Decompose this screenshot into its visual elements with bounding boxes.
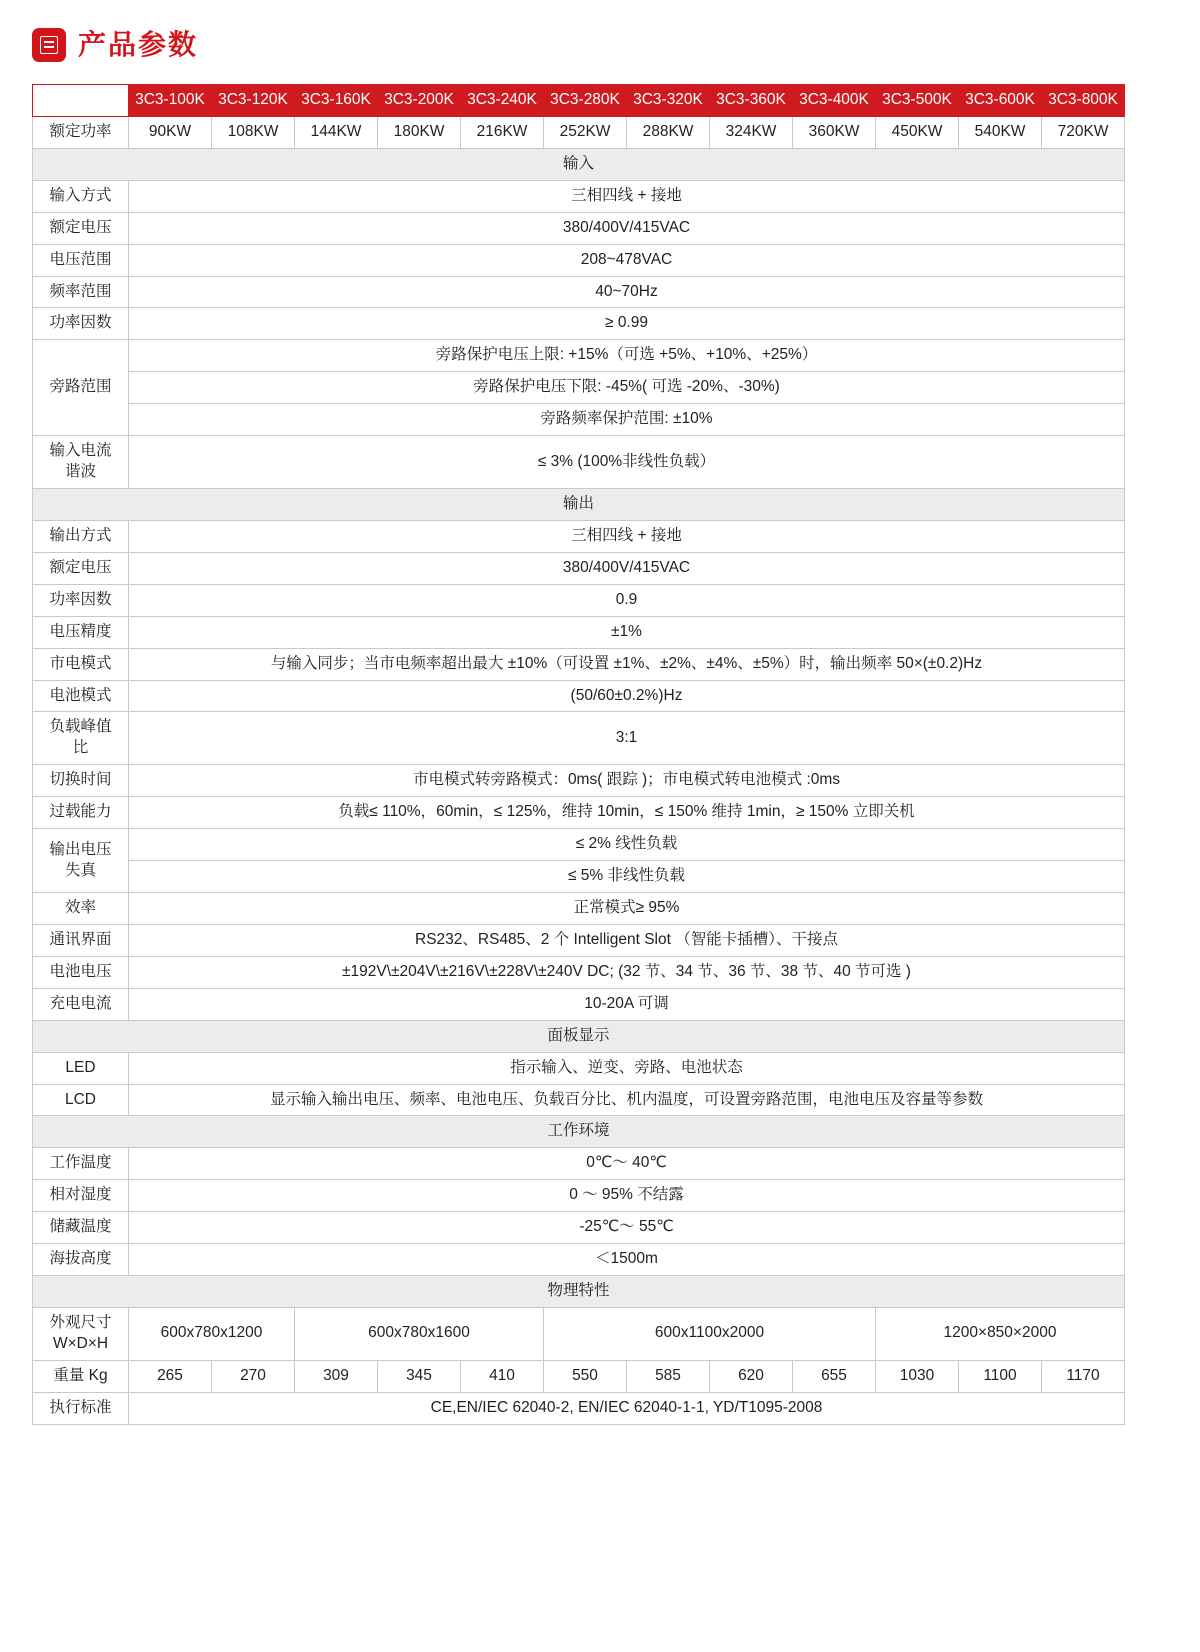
weight-cell-10: 1100 — [959, 1360, 1042, 1392]
table-row — [33, 1084, 1125, 1116]
row-value: 0.9 — [129, 584, 1125, 616]
weight-cell-7: 620 — [710, 1360, 793, 1392]
rated-power-9: 450KW — [876, 116, 959, 148]
row-label: 充电电流 — [33, 988, 129, 1020]
weight-cell-4: 410 — [461, 1360, 544, 1392]
rated-power-10: 540KW — [959, 116, 1042, 148]
section-label-physical: 物理特性 — [33, 1276, 1125, 1308]
row-label: 功率因数 — [33, 308, 129, 340]
table-row — [33, 765, 1125, 797]
rated-power-row — [33, 116, 1125, 148]
row-value: 市电模式转旁路模式：0ms( 跟踪 )；市电模式转电池模式 :0ms — [129, 765, 1125, 797]
table-row — [33, 892, 1125, 924]
row-value: -25℃～ 55℃ — [129, 1212, 1125, 1244]
row-label: LED — [33, 1052, 129, 1084]
table-row — [33, 648, 1125, 680]
row-label: 额定电压 — [33, 552, 129, 584]
row-label — [33, 436, 129, 489]
model-cell-9: 3C3-500K — [876, 85, 959, 117]
table-row — [33, 552, 1125, 584]
row-label: 海拔高度 — [33, 1244, 129, 1276]
model-cell-10: 3C3-600K — [959, 85, 1042, 117]
row-label-line1: 输入电流 — [49, 442, 112, 460]
section-header-output — [33, 488, 1125, 520]
page-header — [32, 28, 1172, 62]
row-label: 执行标准 — [33, 1392, 129, 1424]
row-value: 0 ～ 95% 不结露 — [129, 1180, 1125, 1212]
table-row — [33, 1148, 1125, 1180]
dimension-group-0: 600x780x1200 — [129, 1307, 295, 1360]
row-value: 与输入同步；当市电频率超出最大 ±10%（可设置 ±1%、±2%、±4%、±5%）时，输出频率 50×(±0.2)Hz — [129, 648, 1125, 680]
table-row — [33, 1180, 1125, 1212]
table-header-row — [33, 85, 1125, 117]
row-value: 380/400V/415VAC — [129, 212, 1125, 244]
section-header-physical — [33, 1276, 1125, 1308]
row-label: 功率因数 — [33, 584, 129, 616]
dimension-group-2: 600x1100x2000 — [544, 1307, 876, 1360]
section-header-environment — [33, 1116, 1125, 1148]
table-row-bypass — [33, 372, 1125, 404]
table-row-distortion — [33, 829, 1125, 861]
row-value: 0℃～ 40℃ — [129, 1148, 1125, 1180]
row-label: 效率 — [33, 892, 129, 924]
table-row — [33, 1212, 1125, 1244]
model-cell-7: 3C3-360K — [710, 85, 793, 117]
table-row — [33, 956, 1125, 988]
model-cell-1: 3C3-120K — [212, 85, 295, 117]
row-label-line1: 负载峰值 — [49, 718, 112, 736]
model-cell-2: 3C3-160K — [295, 85, 378, 117]
section-header-input — [33, 148, 1125, 180]
row-value: 10-20A 可调 — [129, 988, 1125, 1020]
row-value: 正常模式≥ 95% — [129, 892, 1125, 924]
table-row — [33, 276, 1125, 308]
row-value: 显示输入输出电压、频率、电池电压、负载百分比、机内温度，可设置旁路范围，电池电压及容量等参数 — [129, 1084, 1125, 1116]
row-label: 储藏温度 — [33, 1212, 129, 1244]
row-label: 输出方式 — [33, 520, 129, 552]
row-value: 380/400V/415VAC — [129, 552, 1125, 584]
table-row — [33, 680, 1125, 712]
distortion-line-1: ≤ 5% 非线性负载 — [129, 861, 1125, 893]
row-value: 三相四线 + 接地 — [129, 180, 1125, 212]
rated-power-1: 108KW — [212, 116, 295, 148]
rated-power-4: 216KW — [461, 116, 544, 148]
table-row — [33, 797, 1125, 829]
row-value: 208~478VAC — [129, 244, 1125, 276]
row-label: 过载能力 — [33, 797, 129, 829]
row-label: 重量 Kg — [33, 1360, 129, 1392]
row-value: 负载≤ 110%，60min，≤ 125%，维持 10min，≤ 150% 维持 1min，≥ 150% 立即关机 — [129, 797, 1125, 829]
document-list-icon — [32, 28, 66, 62]
table-row-bypass — [33, 340, 1125, 372]
table-row — [33, 616, 1125, 648]
row-label: 电压精度 — [33, 616, 129, 648]
bypass-line-2: 旁路频率保护范围: ±10% — [129, 404, 1125, 436]
table-row-dimensions — [33, 1307, 1125, 1360]
weight-cell-5: 550 — [544, 1360, 627, 1392]
model-cell-4: 3C3-240K — [461, 85, 544, 117]
row-value: ≥ 0.99 — [129, 308, 1125, 340]
row-label — [33, 712, 129, 765]
rated-power-6: 288KW — [627, 116, 710, 148]
row-label: 通讯界面 — [33, 924, 129, 956]
row-value: 指示输入、逆变、旁路、电池状态 — [129, 1052, 1125, 1084]
row-label — [33, 1307, 129, 1360]
row-label: 市电模式 — [33, 648, 129, 680]
row-label: 切换时间 — [33, 765, 129, 797]
rated-power-8: 360KW — [793, 116, 876, 148]
row-value: 三相四线 + 接地 — [129, 520, 1125, 552]
model-cell-0: 3C3-100K — [129, 85, 212, 117]
row-value: RS232、RS485、2 个 Intelligent Slot （智能卡插槽）、干接点 — [129, 924, 1125, 956]
model-cell-3: 3C3-200K — [378, 85, 461, 117]
section-label-input: 输入 — [33, 148, 1125, 180]
table-row — [33, 924, 1125, 956]
row-value: (50/60±0.2%)Hz — [129, 680, 1125, 712]
row-label — [33, 829, 129, 893]
table-row-bypass — [33, 404, 1125, 436]
weight-cell-11: 1170 — [1042, 1360, 1125, 1392]
weight-cell-8: 655 — [793, 1360, 876, 1392]
bypass-line-1: 旁路保护电压下限: -45%( 可选 -20%、-30%) — [129, 372, 1125, 404]
row-label: 旁路范围 — [33, 340, 129, 436]
row-value: 3:1 — [129, 712, 1125, 765]
row-label-line1: 输出电压 — [49, 840, 112, 858]
weight-cell-9: 1030 — [876, 1360, 959, 1392]
table-row — [33, 584, 1125, 616]
row-label-line2: 失真 — [64, 861, 96, 879]
distortion-line-0: ≤ 2% 线性负载 — [129, 829, 1125, 861]
page-title: 产品参数 — [78, 29, 199, 60]
weight-cell-6: 585 — [627, 1360, 710, 1392]
bypass-line-0: 旁路保护电压上限: +15%（可选 +5%、+10%、+25%） — [129, 340, 1125, 372]
dimension-group-3: 1200×850×2000 — [876, 1307, 1125, 1360]
row-label: 工作温度 — [33, 1148, 129, 1180]
section-header-panel — [33, 1020, 1125, 1052]
row-label-line2: W×D×H — [52, 1334, 109, 1352]
weight-cell-2: 309 — [295, 1360, 378, 1392]
rated-power-0: 90KW — [129, 116, 212, 148]
row-value: ±192V\±204V\±216V\±228V\±240V DC; (32 节、34 节、36 节、38 节、40 节可选 ) — [129, 956, 1125, 988]
rated-power-3: 180KW — [378, 116, 461, 148]
row-label: LCD — [33, 1084, 129, 1116]
row-label: 输入方式 — [33, 180, 129, 212]
table-row — [33, 180, 1125, 212]
rated-power-2: 144KW — [295, 116, 378, 148]
model-label: 型号 — [33, 85, 129, 117]
table-row-distortion — [33, 861, 1125, 893]
row-label-line2: 谐波 — [64, 463, 96, 481]
row-label: 额定电压 — [33, 212, 129, 244]
row-value: ＜1500m — [129, 1244, 1125, 1276]
section-label-environment: 工作环境 — [33, 1116, 1125, 1148]
row-label-line1: 外观尺寸 — [49, 1313, 112, 1331]
section-label-panel: 面板显示 — [33, 1020, 1125, 1052]
model-cell-8: 3C3-400K — [793, 85, 876, 117]
table-row — [33, 436, 1125, 489]
rated-power-7: 324KW — [710, 116, 793, 148]
table-row — [33, 1052, 1125, 1084]
weight-cell-3: 345 — [378, 1360, 461, 1392]
section-label-output: 输出 — [33, 488, 1125, 520]
model-cell-11: 3C3-800K — [1042, 85, 1125, 117]
row-label: 相对湿度 — [33, 1180, 129, 1212]
model-cell-6: 3C3-320K — [627, 85, 710, 117]
table-row — [33, 712, 1125, 765]
row-label: 电池模式 — [33, 680, 129, 712]
row-label: 电池电压 — [33, 956, 129, 988]
table-row — [33, 988, 1125, 1020]
table-row — [33, 244, 1125, 276]
table-row-weight — [33, 1360, 1125, 1392]
row-label-line2: 比 — [72, 739, 89, 757]
specification-table — [32, 84, 1125, 1425]
model-cell-5: 3C3-280K — [544, 85, 627, 117]
rated-power-11: 720KW — [1042, 116, 1125, 148]
row-value: ≤ 3% (100%非线性负载） — [129, 436, 1125, 489]
dimension-group-1: 600x780x1600 — [295, 1307, 544, 1360]
rated-power-5: 252KW — [544, 116, 627, 148]
weight-cell-0: 265 — [129, 1360, 212, 1392]
row-label: 电压范围 — [33, 244, 129, 276]
table-row-standard — [33, 1392, 1125, 1424]
rated-power-label: 额定功率 — [33, 116, 129, 148]
table-row — [33, 1244, 1125, 1276]
row-value: ±1% — [129, 616, 1125, 648]
row-value: 40~70Hz — [129, 276, 1125, 308]
table-row — [33, 520, 1125, 552]
table-row — [33, 308, 1125, 340]
row-value: CE,EN/IEC 62040-2, EN/IEC 62040-1-1, YD/T1095-2008 — [129, 1392, 1125, 1424]
weight-cell-1: 270 — [212, 1360, 295, 1392]
row-label: 频率范围 — [33, 276, 129, 308]
table-row — [33, 212, 1125, 244]
